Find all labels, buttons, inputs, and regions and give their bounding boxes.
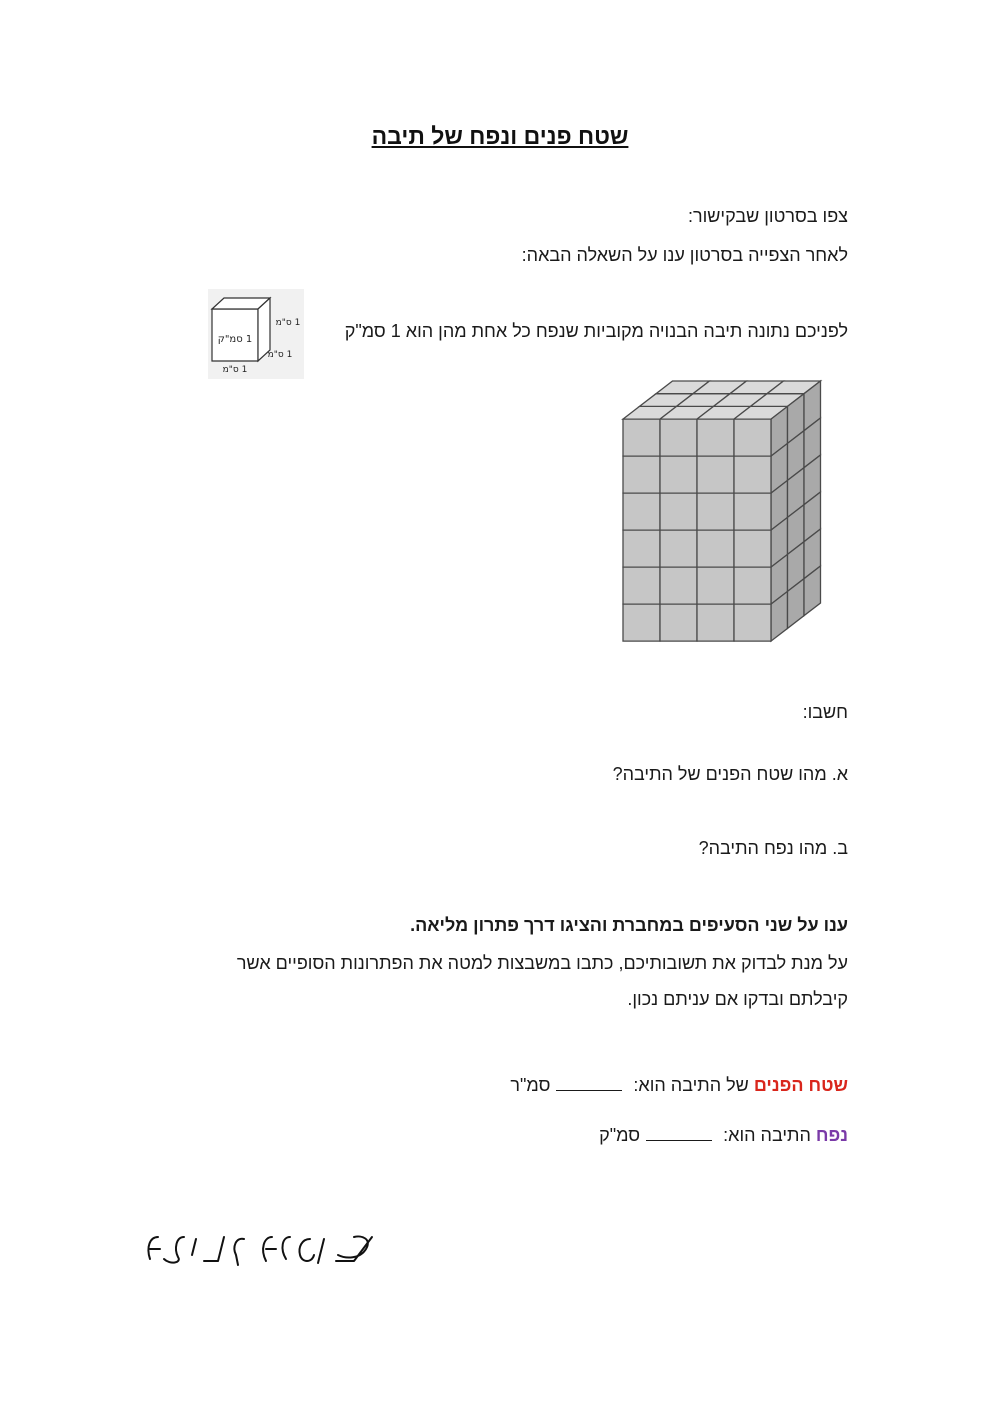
unit-cube-volume-label: 1 סמ"ק — [217, 334, 253, 345]
cuboid-front-face — [623, 419, 771, 641]
surface-area-unit: סמ"ר — [510, 1075, 551, 1095]
front-cube-face — [697, 530, 734, 567]
given-box-text: לפניכם נתונה תיבה הבנויה מקוביות שנפח כל אחת מהן הוא 1 סמ"ק — [344, 321, 848, 341]
front-cube-face — [623, 567, 660, 604]
front-cube-face — [660, 604, 697, 641]
front-cube-face — [734, 419, 771, 456]
front-cube-face — [697, 567, 734, 604]
surface-area-text: של התיבה הוא: — [633, 1075, 749, 1095]
unit-cube-edge-label-bottom: 1 ס"מ — [222, 365, 248, 375]
front-cube-face — [734, 567, 771, 604]
front-cube-face — [697, 456, 734, 493]
front-cube-face — [623, 419, 660, 456]
cuboid-side-face — [771, 381, 821, 641]
surface-area-answer-line — [510, 1074, 848, 1096]
volume-text: התיבה הוא: — [723, 1125, 811, 1145]
surface-area-term: שטח הפנים — [753, 1075, 848, 1095]
front-cube-face — [697, 419, 734, 456]
after-video-text: לאחר הצפייה בסרטון ענו על השאלה הבאה: — [521, 245, 848, 265]
front-cube-face — [697, 604, 734, 641]
question-a: א. מהו שטח הפנים של התיבה? — [612, 764, 848, 784]
front-cube-face — [623, 604, 660, 641]
front-cube-face — [734, 456, 771, 493]
calculate-label: חשבו: — [802, 702, 848, 722]
front-cube-face — [660, 493, 697, 530]
watch-video-text: צפו בסרטון שבקישור: — [687, 206, 848, 226]
front-cube-face — [734, 604, 771, 641]
unit-cube-illustration — [208, 289, 304, 379]
surface-area-answer-blank[interactable] — [556, 1074, 622, 1091]
front-cube-face — [734, 530, 771, 567]
unit-cube-edge-label-side: 1 ס"מ — [267, 350, 293, 360]
volume-answer-blank[interactable] — [646, 1124, 712, 1141]
front-cube-face — [734, 493, 771, 530]
front-cube-face — [660, 530, 697, 567]
front-cube-face — [623, 530, 660, 567]
unit-cube-edge-label-top: 1 ס"מ — [275, 318, 301, 328]
volume-answer-line — [599, 1124, 848, 1146]
front-cube-face — [660, 419, 697, 456]
volume-unit: סמ"ק — [599, 1125, 641, 1145]
instructions-paragraph: על מנת לבדוק את תשובותיכם, כתבו במשבצות למטה את הפתרונות הסופיים אשר קיבלתם ובדקו אם עניתם נכון. — [236, 953, 848, 1009]
front-cube-face — [660, 567, 697, 604]
front-cube-face — [623, 493, 660, 530]
front-cube-face — [660, 456, 697, 493]
front-cube-face — [697, 493, 734, 530]
question-b: ב. מהו נפח התיבה? — [698, 838, 848, 858]
page-title: שטח פנים ונפח של תיבה — [371, 123, 629, 149]
front-cube-face — [623, 456, 660, 493]
instructions-bold: ענו על שני הסעיפים במחברת והציגו דרך פתרון מליאה. — [410, 915, 848, 935]
handwritten-signature — [140, 1225, 390, 1275]
cuboid-of-unit-cubes — [620, 378, 850, 644]
volume-term: נפח — [815, 1125, 848, 1145]
